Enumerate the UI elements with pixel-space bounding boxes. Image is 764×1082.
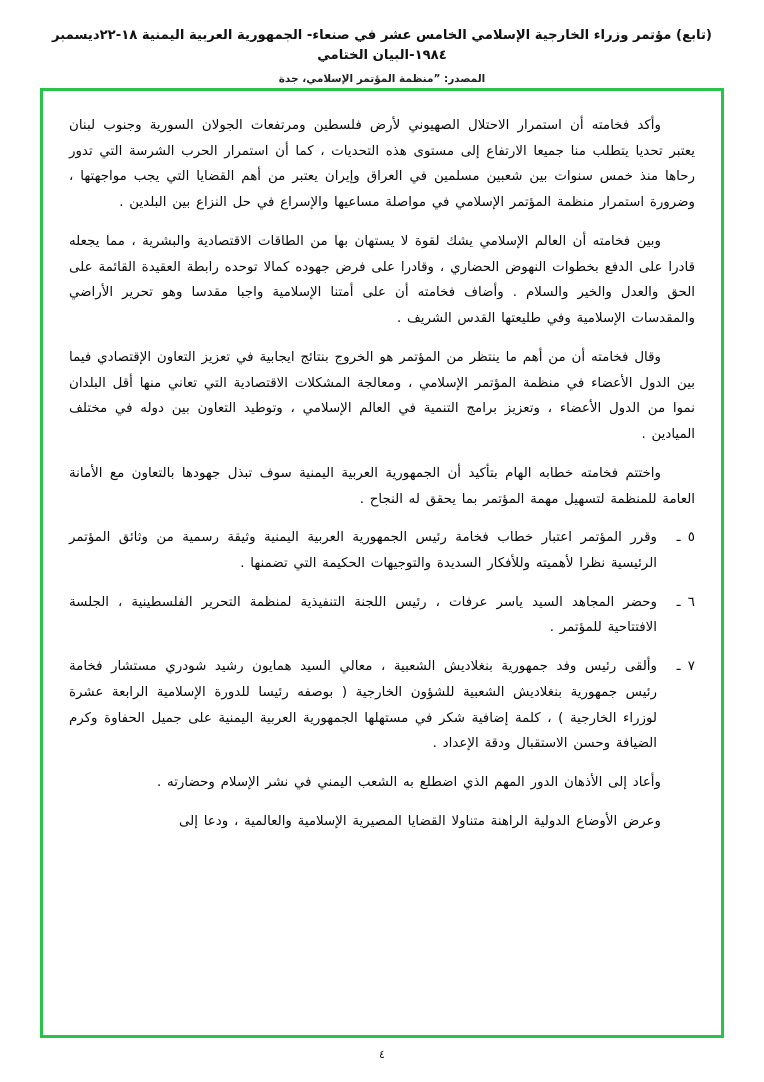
item-number [657,525,695,551]
content-body [43,91,721,1035]
item-dash: ـ [676,530,681,546]
item-number [657,654,695,680]
item-number-value: ٧ [687,659,695,675]
paragraph: وأعاد إلى الأذهان الدور المهم الذي اضطلع به الشعب اليمني في نشر الإسلام وحضارته . [157,775,661,791]
paragraph: واختتم فخامته خطابه الهام بتأكيد أن الجمهورية العربية اليمنية سوف تبذل جهودها بالتعاون مع الأمانة العامة للمنظمة لتسهيل مهمة المؤتمر بما يحقق له النجاح . [69,465,695,507]
document-source: المصدر: ”منظمة المؤتمر الإسلامي، جدة [278,72,486,85]
numbered-item [69,525,695,576]
paragraph: وأكد فخامته أن استمرار الاحتلال الصهيوني لأرض فلسطين ومرتفعات الجولان السورية وجنوب لبنان يعتبر تحديا يتطلب منا جميعا الارتفاع إلى مستوى هذه التحديات ، كما أن استمرار الحرب الشرسة التي تدور رحاها منذ خمس سنوات بين شعبين مسلمين في العراق وإيران يعتبر من أهم القضايا التي يجب مواجهتها ، وضرورة استمرار منظمة المؤتمر الإسلامي في مواصلة مساعيها والإسراع في حل النزاع بين البلدين . [69,118,695,211]
document-title: (تابع) مؤتمر وزراء الخارجية الإسلامي الخامس عشر في صنعاء- الجمهورية العربية اليمنية ١٨-٢٢ديسمبر ١٩٨٤-البيان الختامي [52,28,712,63]
paragraph: وبين فخامته أن العالم الإسلامي يشك لقوة لا يستهان بها من الطاقات الاقتصادية والبشرية ، مما يجعله قادرا على الدفع بخطوات النهوض الحضاري ، وقادرا على فرض جهوده كمالا توحده رابطة العقيدة القائمة على الحق والعدل والخير والسلام . وأضاف فخامته أن على أمتنا الإسلامية واجبا مقدسا وهو تحرير الأراضي والمقدسات الإسلامية وفي طليعتها القدس الشريف . [69,233,695,327]
item-dash: ـ [676,594,681,610]
paragraph: وعرض الأوضاع الدولية الراهنة متناولا القضايا المصيرية الإسلامية والعالمية ، ودعا إلى [179,813,661,829]
item-number-value: ٦ [687,594,695,610]
item-text: وحضر المجاهد السيد ياسر عرفات ، رئيس اللجنة التنفيذية لمنظمة التحرير الفلسطينية ، الجلسة الافتتاحية للمؤتمر . [69,594,657,636]
item-number-value: ٥ [687,530,695,546]
item-text: وألقى رئيس وفد جمهورية بنغلاديش الشعبية ، معالي السيد همايون رشيد شودري مستشار فخامة رئيس جمهورية بنغلاديش الشعبية للشؤون الخارجية ( بوصفه رئيسا للدورة الإسلامية الرابعة عشرة لوزراء الخارجية ) ، كلمة إضافية شكر في مستهلها الجمهورية العربية اليمنية على جميل الحفاوة وكرم الضيافة وحسن الاستقبال ودقة الإعداد . [69,659,657,752]
green-content-frame [40,88,724,1038]
paragraph: وقال فخامته أن من أهم ما ينتظر من المؤتمر هو الخروج بنتائج ايجابية في تعزيز التعاون الإقتصادي فيما بين الدول الأعضاء في منظمة المؤتمر الإسلامي ، ومعالجة المشكلات الاقتصادية التي تعاني منها أقل البلدان نموا من الدول الأعضاء ، وتعزيز برامج التنمية في العالم الإسلامي ، وتوطيد التعاون بين دوله في مختلف الميادين . [69,349,695,443]
item-number [657,590,695,616]
document-header [0,0,764,85]
page-number: ٤ [379,1048,385,1061]
numbered-item [69,590,695,641]
numbered-item [69,654,695,757]
item-dash: ـ [676,659,681,675]
item-text: وقرر المؤتمر اعتبار خطاب فخامة رئيس الجمهورية العربية اليمنية وثيقة رسمية من وثائق المؤتمر الرئيسية نظرا لأهميته وللأفكار السديدة والتوجيهات الحكيمة التي تضمنها . [69,530,657,572]
